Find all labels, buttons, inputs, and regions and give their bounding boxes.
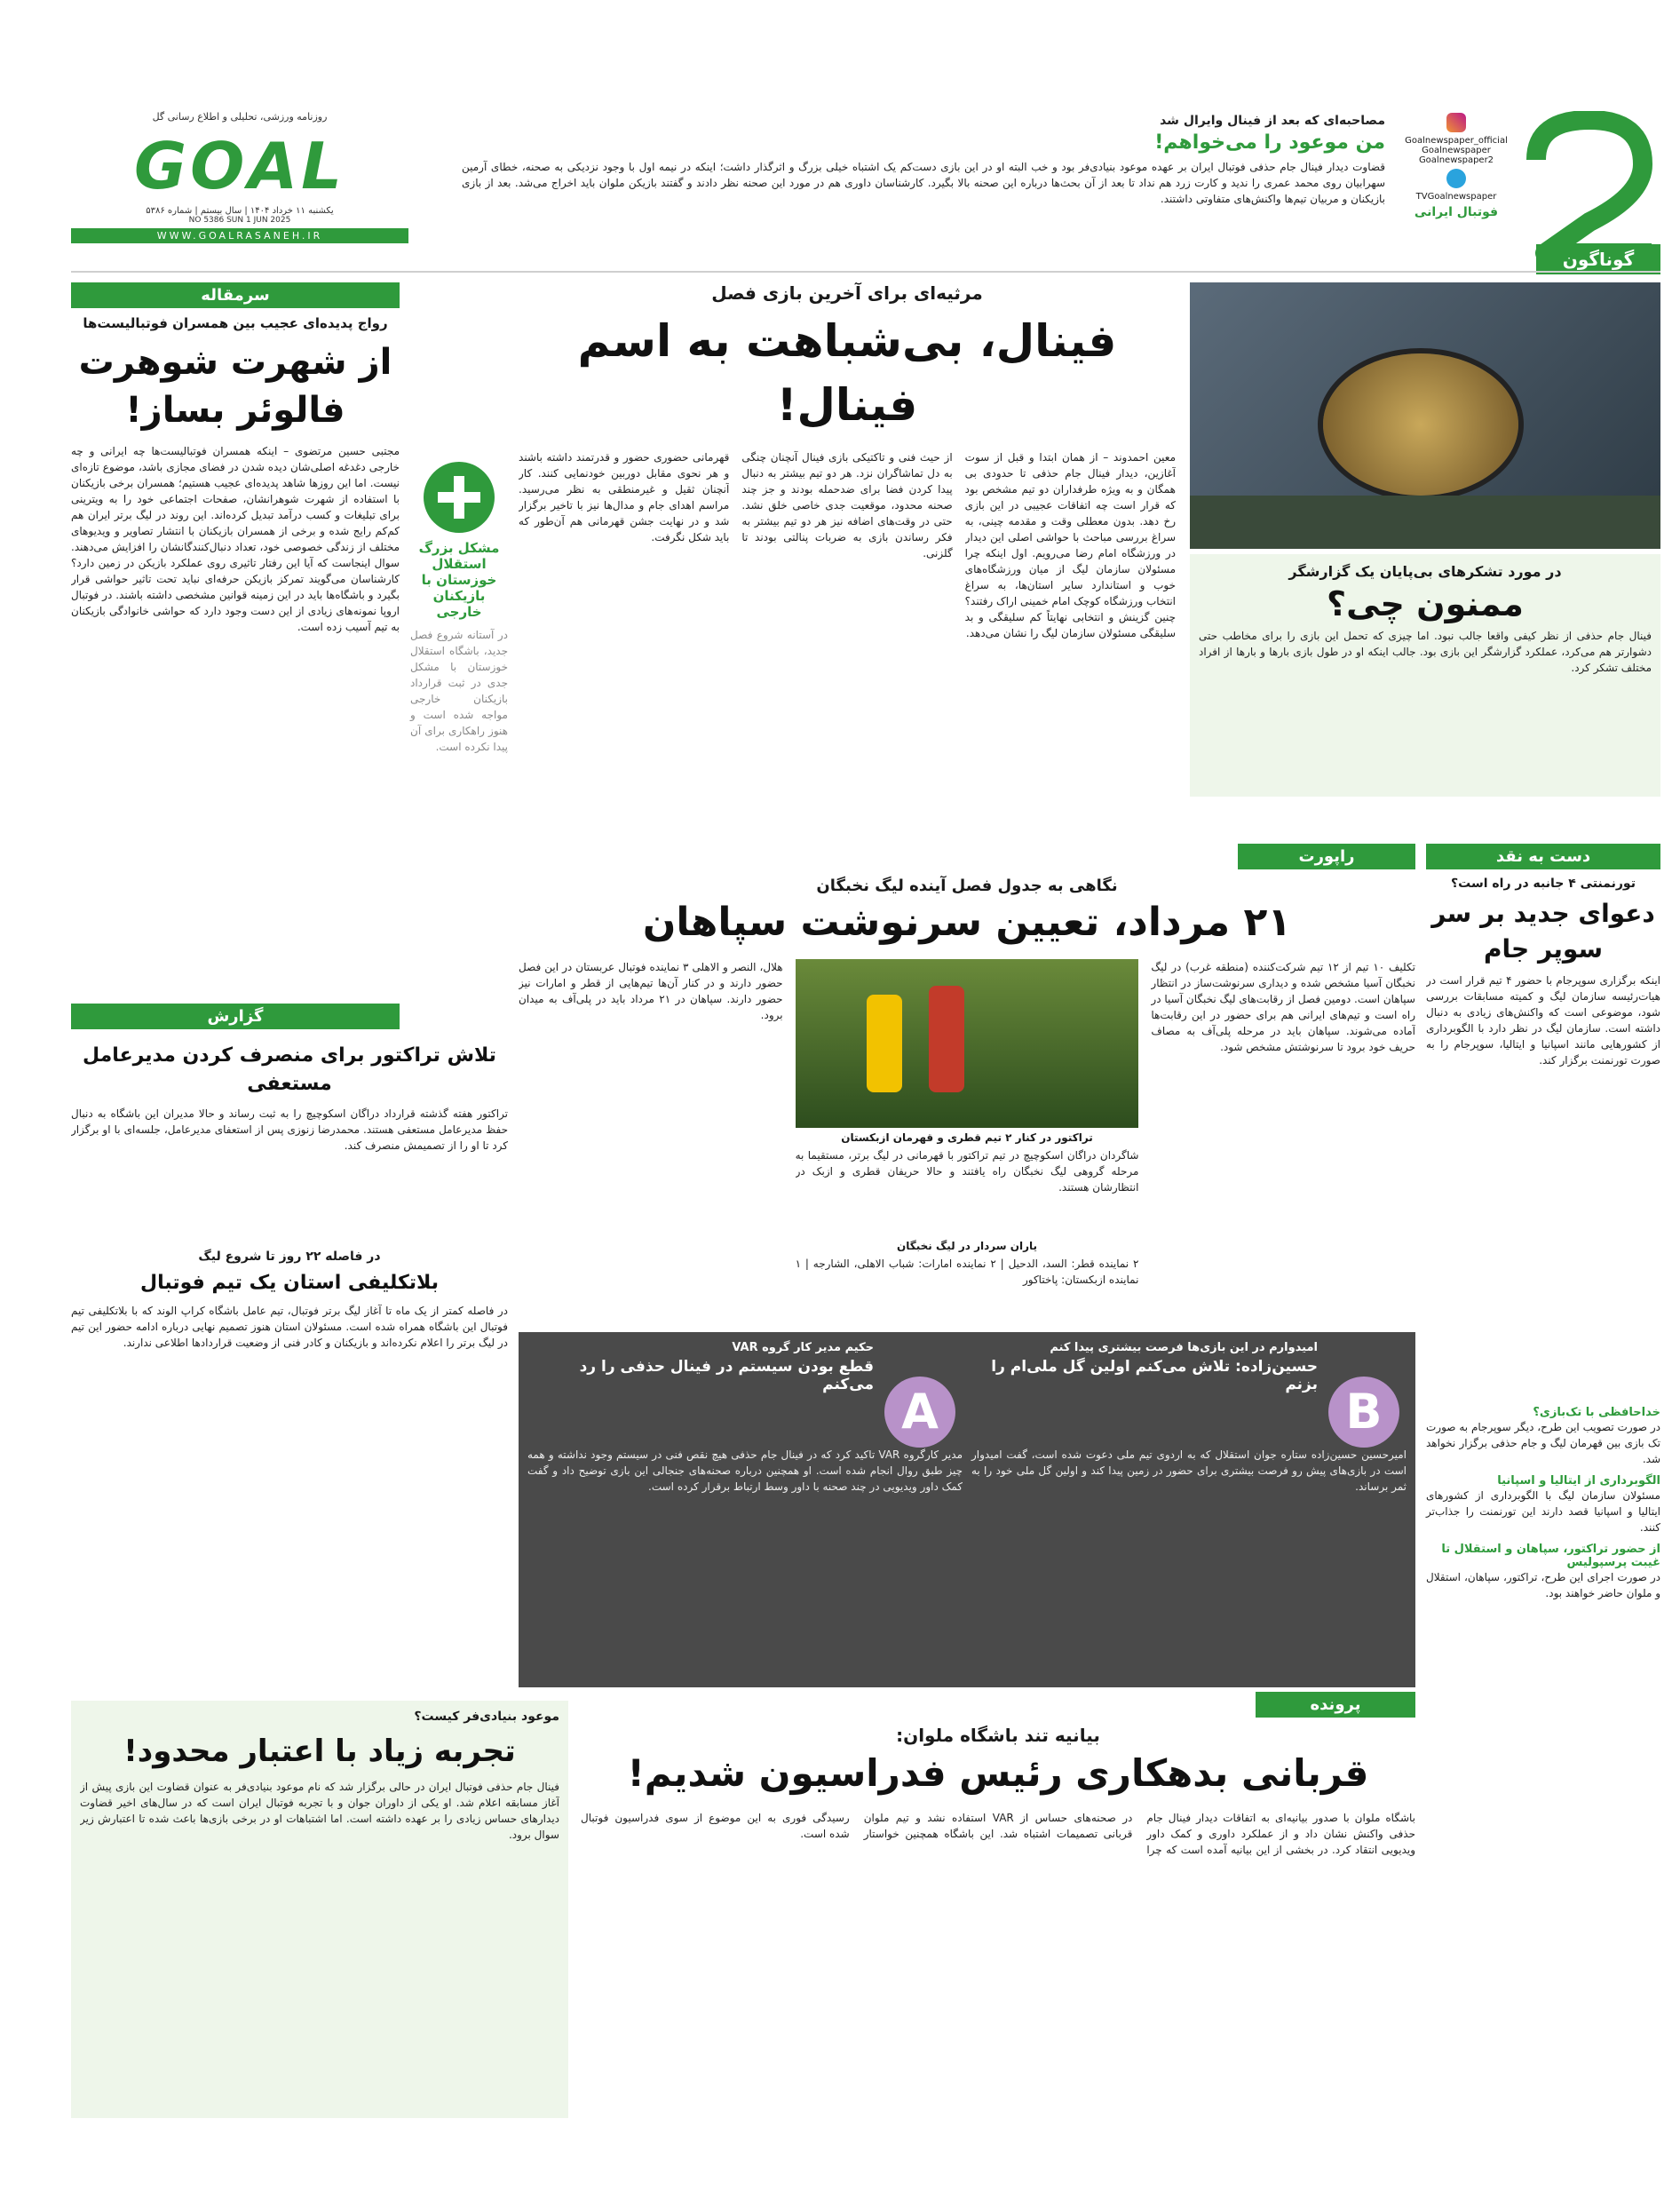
editorial-kicker: رواج پدیده‌ای عجیب بین همسران فوتبالیست‌ها [83,315,388,331]
rabort-caption-b: یاران سردار در لیگ نخبگان [897,1240,1037,1252]
editorial [71,282,400,988]
letter-a-badge: A [884,1377,955,1448]
match-photo [796,959,1139,1128]
parvandeh-section-label: پرونده [1256,1692,1415,1718]
b-title: حسین‌زاده: تلاش می‌کنم اولین گل ملی‌ام را بزنم [991,1358,1318,1393]
rabort-groups: ۲ نماینده قطر: السد، الدحیل | ۲ نماینده امارات: شباب الاهلی، الشارجه | ۱ نماینده ازبکستان: پاختاکور [795,1258,1139,1286]
a-title: قطع بودن سیستم در فینال حذفی را رد می‌کنم [579,1358,874,1393]
brand-name: گوناگون [1536,244,1660,274]
trophy-photo [1190,282,1660,549]
dast-sub3: از حضور تراکتور، سپاهان و استقلال تا غیبت پرسپولیس [1441,1543,1660,1569]
sidebar-promo [410,462,508,977]
dast-sub3-body: در صورت اجرای این طرح، تراکتور، سپاهان، استقلال و ملوان حاضر خواهند بود. [1426,1571,1660,1599]
bottom-left-title: تجربه زیاد با اعتبار محدود! [123,1734,516,1769]
report-title2: بلاتکلیفی استان یک تیم فوتبال [140,1272,439,1294]
main-col-2: از حیث فنی و تاکتیکی بازی فینال آنچنان چنگی به دل تماشاگران نزد. هر دو تیم بیشتر به دنبال پیدا کردن فضا برای ضدحمله بودند و جز چند صحنه محدود، موقعیت جدی خاصی خلق نشد. حتی در وقت‌های اضافه نیز هر دو تیم بیشتر به فکر رساندن بازی به ضربات پنالتی بودند تا گلزنی. [741,451,953,559]
editorial-title: از شهرت شوهرت فالوئر بساز! [78,342,392,431]
dast-title: دعوای جدید بر سر سوپر جام [1431,899,1655,964]
top-teaser [462,114,1385,265]
rabort-title: ۲۱ مرداد، تعیین سرنوشت سپاهان [642,900,1292,945]
main-kicker: مرثیه‌ای برای آخرین بازی فصل [711,282,983,304]
parvandeh [581,1692,1415,2118]
plus-icon [424,462,495,533]
main-title: فینال، بی‌شباهت به اسم فینال! [577,315,1117,431]
photo-story [1190,282,1660,833]
report-body2: در فاصله کمتر از یک ماه تا آغاز لیگ برتر فوتبال، تیم عامل باشگاه کراپ الوند که با بلاتکلیفی تیم فوتبال این باشگاه همراه شده است. مسئولان استان هنوز تصمیم نهایی درباره ادامه حضور این تیم در لیگ برتر را اعلام نکرده‌اند و بازیکنان و کادر فنی از وضعیت قراردادها اطلاعی ندارند. [71,1305,508,1349]
goal-logo [71,111,408,262]
promo-body: در آستانه شروع فصل جدید، باشگاه استقلال خوزستان با مشکل جدی در ثبت قرارداد بازیکنان خارجی مواجه شده است و هنوز راهکاری برای آن پیدا نکرده است. [410,629,508,753]
teaser-body: قضاوت دیدار فینال جام حذفی فوتبال ایران بر عهده موعود بنیادی‌فر بود و خب البته او در این بازی دست‌کم یک اشتباه خیلی بزرگ و اثرگذار داشت؛ اینکه در نیمه اول با وجود نزدیکی به صحنه، خطای آرمین سهرابیان روی محمد عمری را ندید و کارت زرد هم نداد تا بعد از آن بحث‌ها درباره این صحنه بالا بگیرد. کارشناسان داوری هم در مورد این صحنه نظر دادند و گفتند بازیکن ملوان باید اخراج می‌شد. بعد از بازی بازیکنان و مربیان تیم‌ها واکنش‌های متفاوتی داشتند. [462,161,1385,205]
rabort-col-a: تکلیف ۱۰ تیم از ۱۲ تیم شرکت‌کننده (منطقه غرب) در لیگ نخبگان آسیا مشخص شده و دیداری سرنوشت‌ساز در انتظار سپاهان است. دومین فصل از رقابت‌های لیگ نخبگان آسیا در راه است و تیم‌های ایرانی هم برای حضور در این رقابت‌ها آماده می‌شوند. سپاهان باید در مرحله پلی‌آف به مصاف حریف خود برود تا سرنوشتش مشخص شود. [1151,961,1415,1053]
parvandeh-kicker: بیانیه تند باشگاه ملوان: [896,1725,1100,1746]
b-kicker: امیدوارم در این بازی‌ها فرصت بیشتری پیدا کنم [1050,1341,1318,1354]
editorial-section-label: سرمقاله [71,282,400,308]
website-bar[interactable]: WWW.GOALRASANEH.IR [71,228,408,243]
rabort [519,844,1415,1341]
a-body: مدیر کارگروه VAR تاکید کرد که در فینال جام حذفی هیچ نقص فنی در سیستم وجود نداشته و همه چیز طبق روال انجام شده است. او همچنین درباره صحنه‌های جنجالی این بازی توضیح داد و گفت کمک داور ویدیویی در چند صحنه با داور وسط ارتباط برقرار کرده است. [527,1448,963,1493]
report-kicker2: در فاصله ۲۲ روز تا شروع لیگ [198,1250,381,1264]
social-handle[interactable]: TVGoalnewspaper [1415,192,1497,202]
telegram-icon[interactable] [1446,169,1466,188]
rabort-section-label: راپورت [1238,844,1415,869]
b-body: امیرحسین حسین‌زاده ستاره جوان استقلال که به اردوی تیم ملی دعوت شده است، گفت امیدوار است در بازی‌های پیش رو فرصت بیشتری برای حضور در زمین پیدا کند و اولین گل ملی خود را به ثمر برساند. [971,1448,1407,1493]
main-col-3: قهرمانی حضوری حضور و قدرتمند داشته باشند و هر نحوی مقابل دوربین خودنمایی کنند. کار آنچنان ثقیل و غیرمنطقی به نظر می‌رسید. مراسم اهدای جام و مدال‌ها نیز با تاخیر برگزار شد و در نهایت جشن قهرمانی هم آن‌طور که باید شکل نگرفت. [519,451,730,544]
dast-body: اینکه برگزاری سوپرجام با حضور ۴ تیم قرار است در هیات‌رئیسه سازمان لیگ و کمیته مسابقات بررسی شود، موضوعی است که واکنش‌های زیادی به دنبال داشته است. سازمان لیگ در نظر دارد با الگوبرداری از کشورهایی مانند اسپانیا و ایتالیا، سوپرجام را به صورت تورنمنت برگزار کند. [1426,974,1660,1067]
instagram-icon[interactable] [1446,113,1466,132]
date-line: یکشنبه ۱۱ خرداد ۱۴۰۴ | سال بیستم | شماره ۵۳۸۶ [146,206,334,216]
rabort-kicker: نگاهی به جدول فصل آینده لیگ نخبگان [816,877,1118,895]
bottom-left-body: فینال جام حذفی فوتبال ایران در حالی برگزار شد که نام موعود بنیادی‌فر به عنوان قضاوت این بازی پیش از آغاز مسابقه اعلام شد. او یکی از داوران جوان و با تجربه فوتبال ایران است که در سال‌های اخیر قضاوت دیدارهای حساس زیادی را بر عهده داشته است. اما اشتباهات او در برخی بازی‌ها باعث شده تا اعتبارش زیر سوال برود. [80,1781,559,1841]
main-story [519,282,1176,833]
newspaper-subtitle: روزنامه ورزشی، تحلیلی و اطلاع رسانی گل [152,111,328,123]
tag-label: فوتبال ایرانی [1414,205,1499,219]
promo-label: مشکل بزرگ استقلال خوزستان با بازیکنان خارجی [418,540,500,620]
dast-sub2-body: مسئولان سازمان لیگ با الگوبرداری از کشورهای ایتالیا و اسپانیا قصد دارند این تورنمنت را جذاب‌تر کنند. [1426,1489,1660,1534]
a-kicker: حکیم مدیر کار گروه VAR [732,1341,874,1354]
parvandeh-title: قربانی بدهکاری رئیس فدراسیون شدیم! [627,1751,1369,1795]
date-line-en: NO 5386 SUN 1 JUN 2025 [188,216,291,225]
report-title: تلاش تراکتور برای منصرف کردن مدیرعامل مستعفی [83,1044,496,1095]
dast-kicker: تورنمنتی ۴ جانبه در راه است؟ [1451,877,1636,891]
report-body: تراکتور هفته گذشته قرارداد دراگان اسکوچیچ را به ثبت رساند و حالا مدیران این باشگاه به دنبال حفظ مدیرعامل مستعفی هستند. محمدرضا زنوزی پس از استعفای مدیرعامل، جلسه‌ای با او برگزار کرد تا او را از تصمیمش منصرف کند. [71,1107,508,1152]
report [71,1004,508,1625]
photo-story-title: ممنون چی؟ [1327,584,1524,623]
dast-sub1-body: در صورت تصویب این طرح، دیگر سوپرجام به صورت تک بازی بین قهرمان لیگ و جام حذفی برگزار نخواهد شد. [1426,1421,1660,1465]
bottom-left-kicker: موعود بنیادی‌فر کیست؟ [414,1710,559,1724]
parvandeh-body: باشگاه ملوان با صدور بیانیه‌ای به اتفاقات دیدار فینال جام حذفی واکنش نشان داد و از عملکرد داوری و کمک داور ویدیویی انتقاد کرد. در بخشی از این بیانیه آمده است که چرا در صحنه‌های حساس از VAR استفاده نشد و تیم ملوان قربانی تصمیمات اشتباه شد. این باشگاه همچنین خواستار رسیدگی فوری به این موضوع از سوی فدراسیون فوتبال شده است. [581,1812,1415,1856]
main-col-1: معین احمدوند – از همان ابتدا و قبل از سوت آغازین، دیدار فینال جام حذفی تا حدودی بی همگان و به ویژه طرفداران دو تیم مشخص بود که قرار است چه اتفاقات عجیبی در این بازی رخ دهد. بدون معطلی وقت و مقدمه چینی، به سراغ بررسی مباحث با حواشی اصلی این دیدار در ورزشگاه امام رضا می‌رویم. اول اینکه چرا مسئولان سازمان لیگ از میان ورزشگاه‌های خوب و استاندارد سایر استان‌ها، به سراغ انتخاب ورزشگاه کوچک امام خمینی اراک رفتند؟ چنین گزینش و انتخابی نهایتاً کم سلیقگی و بد سلیقگی مسئولان سازمان لیگ را نشان می‌دهد. [964,451,1176,639]
socials [1403,113,1510,219]
teaser-kicker: مصاحبه‌ای که بعد از فینال وایرال شد [1160,114,1385,128]
social-handle[interactable]: Goalnewspaper2 [1418,155,1494,165]
dast-be-naqd [1426,844,1660,2069]
brand-block [1403,111,1669,280]
ab-box [519,1332,1415,1687]
bottom-left-box [71,1701,568,2118]
rabort-col-c: هلال، النصر و الاهلی ۳ نماینده فوتبال عربستان در این فصل حضور دارند و در کنار آن‌ها تیم‌هایی از قطر و امارات نیز حضور دارند. سپاهان در ۲۱ مرداد باید در پلی‌آف به میدان برود. [519,961,783,1021]
editorial-body: مجتبی حسین مرتضوی – اینکه همسران فوتبالیست‌ها چه ایرانی و چه خارجی دغدغه اصلی‌شان دیده شدن در فضای مجازی باشد، موضوع تازه‌ای نیست. اما این روزها شاهد پدیده‌ای عجیب هستیم؛ همسران برخی بازیکنان با استفاده از شهرت شوهرانشان، صفحات اجتماعی خود را به ویترینی برای تبلیغات و کسب درآمد تبدیل کرده‌اند. این روند در لیگ برتر ایران هم کم‌کم رایج شده و برخی از همسران بازیکنان با انتشار تصاویر و ویدیوهای مختلف از زندگی خصوصی خود، تعداد دنبال‌کنندگانشان را افزایش می‌دهند. سوال اینجاست که آیا این رفتار تاثیری روی عملکرد بازیکن در زمین دارد؟ کارشناسان می‌گویند تمرکز بازیکن حرفه‌ای نباید تحت تاثیر حواشی قرار بگیرد و باشگاه‌ها باید در این زمینه قوانین مشخصی داشته باشند. در فوتبال اروپا نمونه‌های زیادی از این دست وجود دارد که حواشی خانوادگی بازیکنان به تیم آسیب زده است. [71,445,400,633]
photo-caption: تراکتور در کنار ۲ تیم قطری و قهرمان ازبکستان [841,1131,1093,1144]
teaser-title: من موعود را می‌خواهم! [1154,131,1385,154]
photo-story-kicker: در مورد تشکرهای بی‌پایان یک گزارشگر [1288,563,1562,580]
letter-b-badge: B [1328,1377,1399,1448]
dast-sub2: الگوبرداری از ایتالیا و اسپانیا [1497,1474,1660,1488]
rabort-col-b: شاگردان دراگان اسکوچیچ در تیم تراکتور با قهرمانی در لیگ برتر، مستقیما به مرحله گروهی لیگ نخبگان راه یافتند و حالا حریفان قطری و ازبک در انتظارشان هستند. [795,1149,1139,1194]
social-handle[interactable]: Goalnewspaper_official [1405,136,1508,146]
dast-sub1: خداحافظی با تک‌بازی؟ [1533,1406,1660,1419]
masthead-divider [71,271,1660,273]
logo-text: GOAL [134,129,345,203]
report-section-label: گزارش [71,1004,400,1029]
dast-section-label: دست به نقد [1426,844,1660,869]
photo-story-body: فینال جام حذفی از نظر کیفی واقعا جالب نبود. اما چیزی که تحمل این بازی را برای مخاطب حتی دشوارتر هم می‌کرد، عملکرد گزارشگر این بازی بود. جالب اینکه او در طول بازی بارها و بارها از افراد مختلف تشکر کرد. [1199,630,1652,674]
social-handle[interactable]: Goalnewspaper [1422,146,1491,155]
masthead [0,0,1680,284]
